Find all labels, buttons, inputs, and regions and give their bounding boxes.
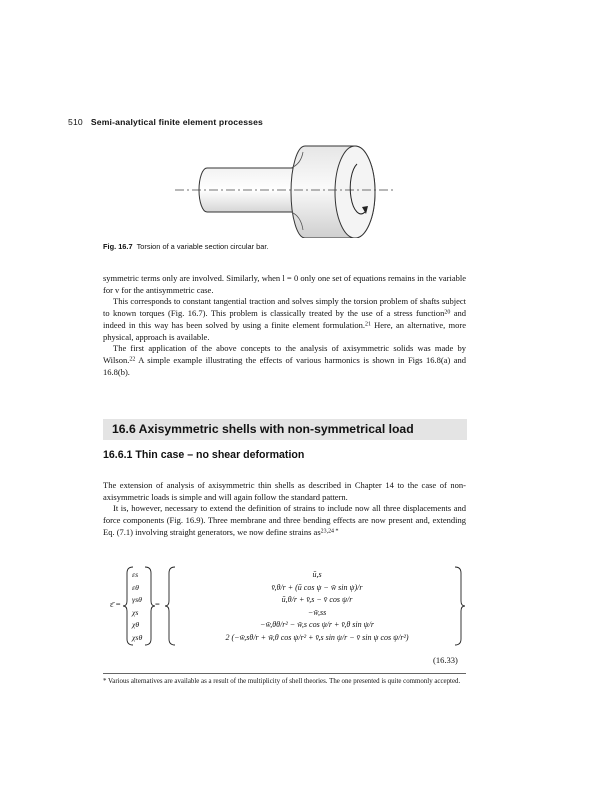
body-text-top [103,273,466,378]
strain-expression: 2 (−w̄,sθ/r + w̄,θ cos ψ/r² + v̄,s sin ψ/r − v̄ sin ψ cos ψ/r²) [225,632,409,642]
strain-components [132,569,142,645]
strain-expression: v̄,θ/r + (ū cos ψ − w̄ sin ψ)/r [271,582,363,592]
paragraph: symmetric terms only are involved. Similarly, when l = 0 only one set of equations remains in the variable for v for the antisymmetric case. [103,273,466,295]
strain-expression: ū,θ/r + v̄,s − v̄ cos ψ/r [281,595,353,605]
strain-component: εθ [132,582,139,592]
strain-component: χs [132,607,139,617]
body-text-section [103,480,466,539]
strain-component: χsθ [132,632,143,642]
end-face [335,146,375,238]
equals-sign: = [155,599,160,609]
citation: 23,24 * [320,528,339,535]
running-title: Semi-analytical finite element processes [90,117,264,127]
paragraph: The extension of analysis of axisymmetric thin shells as described in Chapter 14 to the case of non-axisymmetric loads is simple and will again follow the standard pattern. [103,480,466,502]
paragraph: This corresponds to constant tangential traction and solves simply the torsion problem of shafts subject to known torques (Fig. 16.7). This problem is classically treated by the use of a stress function$^{20}$ and indeed in this way has been solved by using a finite element formulation.$^{21}$ Here, an alternative, more physical, approach is available. [103,296,466,342]
strain-equation [103,565,466,647]
figure-caption-text: Torsion of a variable section circular bar. [136,242,269,251]
strain-expressions [178,569,456,645]
subsection-title: 16.6.1 Thin case – no shear deformation [103,449,305,461]
footnote-rule [103,673,466,674]
strain-expression: −w̄,ss [307,607,327,617]
paragraph: It is, however, necessary to extend the definition of strains to include now all three displacements and force components (Fig. 16.9). Three membrane and three bending effects are now present and, extending Eq. (7.1) involving straight generators, we now define strains $as^{23,24 *}$ [103,503,466,537]
variable-section-bar-figure [165,140,425,238]
paragraph: The first application of the above concepts to the analysis of axisymmetric solids was made by Wilson.$^{22}$ A simple example illustrating the effects of various harmonics is shown in Figs 16.8(a) and 16.8(b). [103,343,466,377]
citation: 21 [364,321,371,328]
figure-caption [103,242,268,251]
strain-expression: −w̄,θθ/r² − w̄,s cos ψ/r + v̄,θ sin ψ/r [260,620,374,630]
running-header [68,117,263,127]
citation: 22 [129,356,136,363]
strain-component: εs [132,570,139,579]
footnote: * Various alternatives are available as a result of the multiplicity of shell theories. The one presented is quite commonly accepted. [103,678,461,685]
figure-label: Fig. 16.7 [103,242,133,251]
section-title: 16.6 Axisymmetric shells with non-symmetrical load [112,422,414,436]
citation: 20 [444,309,451,316]
equation-lhs: ε̄ = [110,599,121,609]
strain-component: γsθ [132,595,142,605]
page-number: 510 [68,117,83,127]
strain-expression: ū,s [312,570,322,579]
strain-component: χθ [132,620,140,630]
equation-number: (16.33) [433,655,458,665]
